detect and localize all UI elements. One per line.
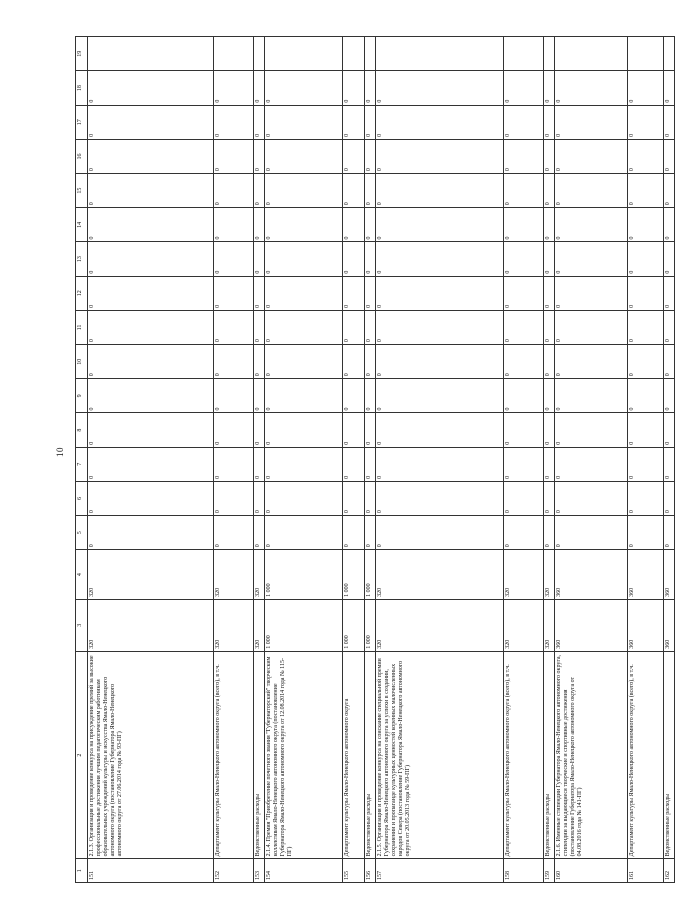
table-row [88, 37, 214, 883]
value-col-14: 0 [365, 208, 376, 242]
value-col-4: 360 [555, 550, 628, 600]
value-col-4: 320 [214, 550, 254, 600]
value-col-10: 0 [544, 345, 555, 379]
value-col-14: 0 [504, 208, 544, 242]
row-description: 2.1.6. Именные стипендии Губернатора Ямало-Ненецкого автономного округа, стипендии за выдающиеся творческие и спортивные достижения (постановление Губернатора Ямало-Ненецкого автономного округа от 04.08.2016 года № 141-ПГ) [555, 651, 628, 859]
column-number-header-row [76, 37, 88, 883]
value-col-11: 0 [555, 310, 628, 344]
value-col-15: 0 [365, 174, 376, 208]
value-col-18: 0 [376, 71, 504, 105]
value-col-3: 320 [504, 599, 544, 651]
value-col-7: 0 [555, 447, 628, 481]
value-col-18: 0 [504, 71, 544, 105]
value-col-5: 0 [555, 516, 628, 550]
value-col-9: 0 [664, 379, 675, 413]
value-col-8: 0 [544, 413, 555, 447]
value-col-11: 0 [88, 310, 214, 344]
value-col-7: 0 [376, 447, 504, 481]
value-col-12: 0 [628, 276, 664, 310]
value-col-3: 1 000 [365, 599, 376, 651]
column-header: 3 [76, 599, 88, 651]
value-col-9: 0 [88, 379, 214, 413]
value-col-6: 0 [365, 481, 376, 515]
value-col-9: 0 [343, 379, 365, 413]
value-col-19 [265, 37, 343, 71]
value-col-4: 320 [376, 550, 504, 600]
column-header: 16 [76, 139, 88, 173]
value-col-3: 360 [664, 599, 675, 651]
column-header: 10 [76, 345, 88, 379]
value-col-17: 0 [343, 105, 365, 139]
column-header: 1 [76, 859, 88, 883]
table-row [664, 37, 675, 883]
value-col-5: 0 [376, 516, 504, 550]
value-col-6: 0 [544, 481, 555, 515]
table-row [214, 37, 254, 883]
value-col-16: 0 [343, 139, 365, 173]
value-col-4: 320 [544, 550, 555, 600]
value-col-5: 0 [365, 516, 376, 550]
row-description: 2.1.5. Организация и проведение конкурса на соискание специальной премии Губернатора Ямало-Ненецкого автономного округа за успехи в создании, сохранении и пропаганде культурных ценностей коренных малочисленных народов Севера (постановление Губернатора Ямало-Ненецкого автономного округа от 20.05.2013 года № 59-ПГ) [376, 651, 504, 859]
value-col-14: 0 [555, 208, 628, 242]
value-col-12: 0 [376, 276, 504, 310]
value-col-13: 0 [254, 242, 265, 276]
value-col-11: 0 [504, 310, 544, 344]
value-col-4: 320 [254, 550, 265, 600]
value-col-9: 0 [628, 379, 664, 413]
value-col-15: 0 [343, 174, 365, 208]
column-header: 11 [76, 310, 88, 344]
row-number: 161 [628, 859, 664, 883]
table-row [365, 37, 376, 883]
value-col-7: 0 [254, 447, 265, 481]
value-col-3: 360 [555, 599, 628, 651]
value-col-15: 0 [88, 174, 214, 208]
value-col-7: 0 [504, 447, 544, 481]
value-col-19 [376, 37, 504, 71]
value-col-17: 0 [504, 105, 544, 139]
value-col-8: 0 [214, 413, 254, 447]
value-col-17: 0 [214, 105, 254, 139]
value-col-15: 0 [254, 174, 265, 208]
value-col-9: 0 [555, 379, 628, 413]
value-col-15: 0 [265, 174, 343, 208]
row-number: 153 [254, 859, 265, 883]
value-col-19 [555, 37, 628, 71]
value-col-5: 0 [265, 516, 343, 550]
value-col-15: 0 [664, 174, 675, 208]
value-col-18: 0 [544, 71, 555, 105]
value-col-6: 0 [88, 481, 214, 515]
table-row [265, 37, 343, 883]
row-description: Ведомственные расходы [664, 651, 675, 859]
row-number: 160 [555, 859, 628, 883]
value-col-18: 0 [88, 71, 214, 105]
value-col-11: 0 [376, 310, 504, 344]
row-description: 2.1.4. Премия "Приобретение почетного звания "Губернаторский" творческим коллективам Ямало-Ненецкого автономного округа (постановление Губернатора Ямало-Ненецкого автономного округа от 12.08.2014 года № 115-ПГ) [265, 651, 343, 859]
table-row [544, 37, 555, 883]
value-col-10: 0 [214, 345, 254, 379]
value-col-11: 0 [254, 310, 265, 344]
value-col-17: 0 [544, 105, 555, 139]
value-col-11: 0 [544, 310, 555, 344]
value-col-5: 0 [214, 516, 254, 550]
value-col-16: 0 [555, 139, 628, 173]
value-col-11: 0 [214, 310, 254, 344]
value-col-6: 0 [664, 481, 675, 515]
value-col-6: 0 [343, 481, 365, 515]
column-header: 2 [76, 651, 88, 859]
value-col-8: 0 [376, 413, 504, 447]
value-col-18: 0 [555, 71, 628, 105]
value-col-19 [343, 37, 365, 71]
row-number: 162 [664, 859, 675, 883]
value-col-11: 0 [664, 310, 675, 344]
value-col-8: 0 [254, 413, 265, 447]
value-col-7: 0 [664, 447, 675, 481]
value-col-15: 0 [504, 174, 544, 208]
value-col-13: 0 [544, 242, 555, 276]
value-col-12: 0 [504, 276, 544, 310]
value-col-5: 0 [254, 516, 265, 550]
row-description: Ведомственные расходы [544, 651, 555, 859]
column-header: 6 [76, 481, 88, 515]
value-col-9: 0 [265, 379, 343, 413]
value-col-8: 0 [504, 413, 544, 447]
value-col-8: 0 [343, 413, 365, 447]
column-header: 9 [76, 379, 88, 413]
value-col-14: 0 [343, 208, 365, 242]
value-col-9: 0 [504, 379, 544, 413]
value-col-14: 0 [214, 208, 254, 242]
value-col-13: 0 [365, 242, 376, 276]
value-col-17: 0 [254, 105, 265, 139]
value-col-6: 0 [254, 481, 265, 515]
value-col-13: 0 [555, 242, 628, 276]
value-col-16: 0 [214, 139, 254, 173]
value-col-3: 320 [544, 599, 555, 651]
value-col-4: 1 000 [265, 550, 343, 600]
value-col-13: 0 [265, 242, 343, 276]
value-col-18: 0 [214, 71, 254, 105]
value-col-18: 0 [343, 71, 365, 105]
value-col-7: 0 [365, 447, 376, 481]
value-col-6: 0 [376, 481, 504, 515]
column-header: 19 [76, 37, 88, 71]
value-col-10: 0 [265, 345, 343, 379]
value-col-6: 0 [504, 481, 544, 515]
value-col-13: 0 [664, 242, 675, 276]
value-col-12: 0 [88, 276, 214, 310]
value-col-5: 0 [343, 516, 365, 550]
column-header: 8 [76, 413, 88, 447]
value-col-15: 0 [555, 174, 628, 208]
table-row [555, 37, 628, 883]
value-col-19 [365, 37, 376, 71]
value-col-12: 0 [265, 276, 343, 310]
column-header: 17 [76, 105, 88, 139]
value-col-13: 0 [343, 242, 365, 276]
value-col-19 [254, 37, 265, 71]
value-col-8: 0 [555, 413, 628, 447]
value-col-13: 0 [504, 242, 544, 276]
value-col-3: 1 000 [265, 599, 343, 651]
value-col-15: 0 [544, 174, 555, 208]
value-col-6: 0 [214, 481, 254, 515]
value-col-12: 0 [555, 276, 628, 310]
value-col-4: 320 [88, 550, 214, 600]
row-description: Департамент культуры Ямало-Ненецкого автономного округа (всего), в т.ч. [628, 651, 664, 859]
value-col-18: 0 [664, 71, 675, 105]
row-description: Ведомственные расходы [365, 651, 376, 859]
value-col-16: 0 [254, 139, 265, 173]
value-col-16: 0 [88, 139, 214, 173]
value-col-9: 0 [254, 379, 265, 413]
value-col-10: 0 [504, 345, 544, 379]
row-number: 151 [88, 859, 214, 883]
column-header: 5 [76, 516, 88, 550]
value-col-17: 0 [365, 105, 376, 139]
row-description: Ведомственные расходы [254, 651, 265, 859]
value-col-19 [214, 37, 254, 71]
value-col-10: 0 [88, 345, 214, 379]
value-col-5: 0 [544, 516, 555, 550]
value-col-3: 320 [376, 599, 504, 651]
value-col-8: 0 [88, 413, 214, 447]
row-number: 154 [265, 859, 343, 883]
row-number: 157 [376, 859, 504, 883]
value-col-17: 0 [376, 105, 504, 139]
value-col-16: 0 [664, 139, 675, 173]
value-col-6: 0 [265, 481, 343, 515]
table-row [376, 37, 504, 883]
value-col-12: 0 [214, 276, 254, 310]
column-header: 12 [76, 276, 88, 310]
value-col-18: 0 [365, 71, 376, 105]
row-description: Департамент культуры Ямало-Ненецкого автономного округа [343, 651, 365, 859]
value-col-9: 0 [365, 379, 376, 413]
value-col-3: 360 [628, 599, 664, 651]
value-col-8: 0 [265, 413, 343, 447]
value-col-10: 0 [555, 345, 628, 379]
value-col-14: 0 [628, 208, 664, 242]
value-col-12: 0 [254, 276, 265, 310]
value-col-12: 0 [365, 276, 376, 310]
value-col-19 [628, 37, 664, 71]
value-col-8: 0 [628, 413, 664, 447]
value-col-14: 0 [664, 208, 675, 242]
value-col-10: 0 [376, 345, 504, 379]
value-col-14: 0 [544, 208, 555, 242]
value-col-15: 0 [376, 174, 504, 208]
column-header: 18 [76, 71, 88, 105]
row-number: 155 [343, 859, 365, 883]
value-col-5: 0 [628, 516, 664, 550]
value-col-12: 0 [343, 276, 365, 310]
budget-table [75, 36, 675, 883]
value-col-8: 0 [664, 413, 675, 447]
table-row [628, 37, 664, 883]
column-header: 14 [76, 208, 88, 242]
value-col-11: 0 [343, 310, 365, 344]
value-col-3: 320 [214, 599, 254, 651]
value-col-18: 0 [265, 71, 343, 105]
value-col-3: 320 [88, 599, 214, 651]
value-col-18: 0 [628, 71, 664, 105]
value-col-17: 0 [555, 105, 628, 139]
table-row [343, 37, 365, 883]
value-col-7: 0 [343, 447, 365, 481]
value-col-9: 0 [544, 379, 555, 413]
value-col-15: 0 [214, 174, 254, 208]
value-col-18: 0 [254, 71, 265, 105]
value-col-11: 0 [628, 310, 664, 344]
value-col-19 [504, 37, 544, 71]
value-col-4: 360 [664, 550, 675, 600]
value-col-9: 0 [214, 379, 254, 413]
value-col-3: 320 [254, 599, 265, 651]
value-col-14: 0 [265, 208, 343, 242]
budget-table-sheet [75, 36, 671, 883]
value-col-10: 0 [365, 345, 376, 379]
value-col-5: 0 [664, 516, 675, 550]
value-col-9: 0 [376, 379, 504, 413]
value-col-13: 0 [88, 242, 214, 276]
page-number: 10 [55, 447, 65, 457]
row-number: 152 [214, 859, 254, 883]
value-col-8: 0 [365, 413, 376, 447]
table-row [504, 37, 544, 883]
value-col-4: 360 [628, 550, 664, 600]
value-col-7: 0 [214, 447, 254, 481]
value-col-11: 0 [265, 310, 343, 344]
value-col-17: 0 [265, 105, 343, 139]
value-col-4: 320 [504, 550, 544, 600]
table-row [254, 37, 265, 883]
value-col-4: 1 000 [365, 550, 376, 600]
value-col-11: 0 [365, 310, 376, 344]
value-col-15: 0 [628, 174, 664, 208]
column-header: 7 [76, 447, 88, 481]
value-col-5: 0 [504, 516, 544, 550]
value-col-5: 0 [88, 516, 214, 550]
value-col-19 [544, 37, 555, 71]
value-col-7: 0 [628, 447, 664, 481]
value-col-10: 0 [343, 345, 365, 379]
value-col-16: 0 [365, 139, 376, 173]
value-col-16: 0 [544, 139, 555, 173]
value-col-19 [664, 37, 675, 71]
row-number: 159 [544, 859, 555, 883]
value-col-10: 0 [628, 345, 664, 379]
value-col-19 [88, 37, 214, 71]
value-col-17: 0 [628, 105, 664, 139]
value-col-14: 0 [88, 208, 214, 242]
value-col-14: 0 [254, 208, 265, 242]
value-col-17: 0 [88, 105, 214, 139]
column-header: 4 [76, 550, 88, 600]
budget-table-rotated [75, 36, 671, 883]
value-col-10: 0 [664, 345, 675, 379]
row-description: 2.1.3. Организация и проведение конкурса на присуждение премий за высокие профессиональные достижения лучшим педагогическим работникам образовательных учреждений культуры и искусства Ямало-Ненецкого автономного округа (постановление Губернатора Ямало-Ненецкого автономного округа от 27.06.2014 года № 93-ПГ) [88, 651, 214, 859]
value-col-12: 0 [664, 276, 675, 310]
value-col-16: 0 [504, 139, 544, 173]
value-col-3: 1 000 [343, 599, 365, 651]
value-col-13: 0 [214, 242, 254, 276]
row-number: 156 [365, 859, 376, 883]
column-header: 15 [76, 174, 88, 208]
value-col-6: 0 [628, 481, 664, 515]
value-col-16: 0 [265, 139, 343, 173]
value-col-17: 0 [664, 105, 675, 139]
row-description: Департамент культуры Ямало-Ненецкого автономного округа (всего), в т.ч. [504, 651, 544, 859]
value-col-14: 0 [376, 208, 504, 242]
value-col-13: 0 [628, 242, 664, 276]
value-col-7: 0 [544, 447, 555, 481]
value-col-7: 0 [88, 447, 214, 481]
value-col-4: 1 000 [343, 550, 365, 600]
value-col-10: 0 [254, 345, 265, 379]
value-col-16: 0 [628, 139, 664, 173]
value-col-7: 0 [265, 447, 343, 481]
budget-table-body [76, 37, 675, 883]
value-col-13: 0 [376, 242, 504, 276]
row-description: Департамент культуры Ямало-Ненецкого автономного округа (всего), в т.ч. [214, 651, 254, 859]
value-col-12: 0 [544, 276, 555, 310]
row-number: 158 [504, 859, 544, 883]
value-col-6: 0 [555, 481, 628, 515]
value-col-16: 0 [376, 139, 504, 173]
column-header: 13 [76, 242, 88, 276]
